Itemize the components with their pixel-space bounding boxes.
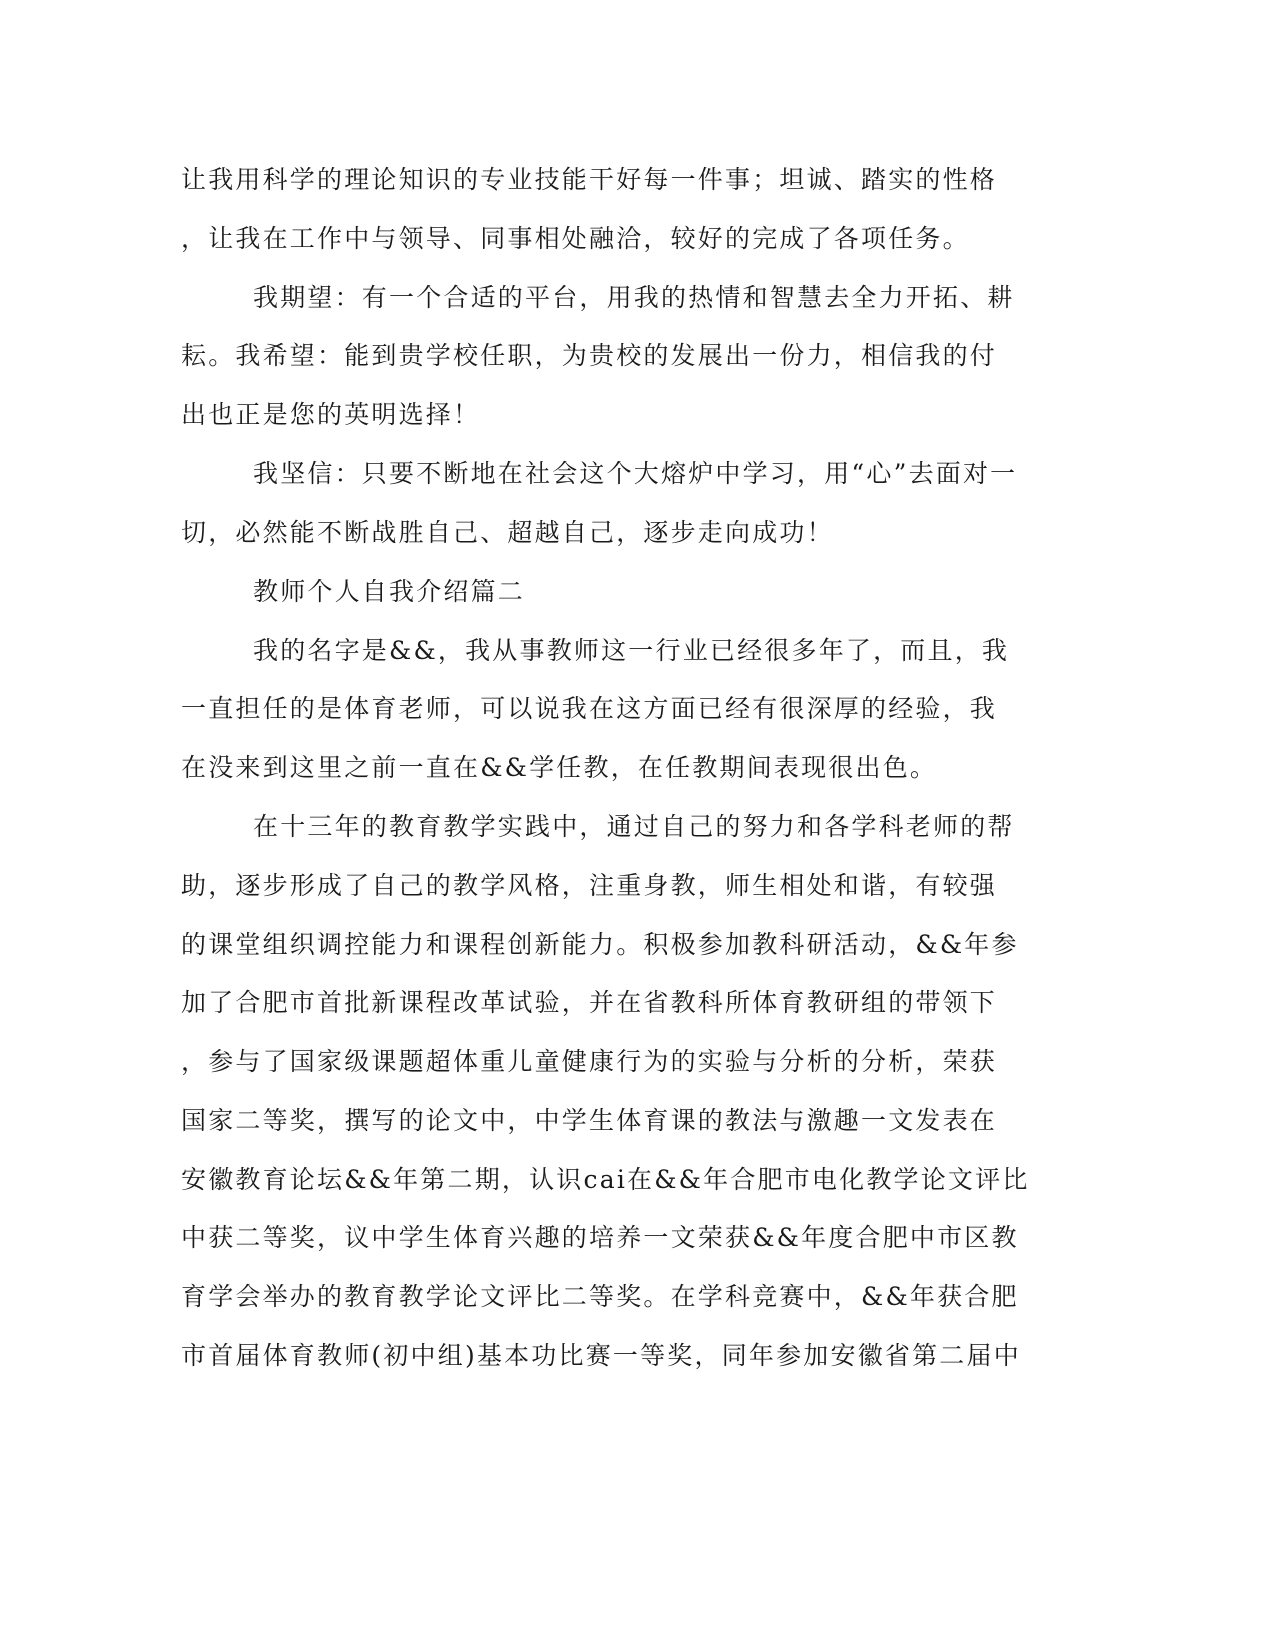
text-line: 切，必然能不断战胜自己、超越自己，逐步走向成功！ [181,518,834,547]
text-line: 助，逐步形成了自己的教学风格，注重身教，师生相处和谐，有较强 [181,871,998,900]
section-heading: 教师个人自我介绍篇二 [253,577,526,606]
text-line: 我的名字是&&，我从事教师这一行业已经很多年了，而且，我 [253,636,1010,665]
text-line: 在没来到这里之前一直在&&学任教，在任教期间表现很出色。 [181,753,938,782]
text-line: 安徽教育论坛&&年第二期，认识cai在&&年合肥市电化教学论文评比 [181,1165,1030,1194]
text-line: 我坚信：只要不断地在社会这个大熔炉中学习，用“心”去面对一 [253,459,1018,488]
text-line: 中获二等奖，议中学生体育兴趣的培养一文荣获&&年度合肥中市区教 [181,1223,1019,1252]
text-line: 育学会举办的教育教学论文评比二等奖。在学科竞赛中，&&年获合肥 [181,1282,1019,1311]
text-line: 加了合肥市首批新课程改革试验，并在省教科所体育教研组的带领下 [181,988,998,1017]
text-line: 国家二等奖，撰写的论文中，中学生体育课的教法与激趣一文发表在 [181,1106,998,1135]
text-line: ，让我在工作中与领导、同事相处融洽，较好的完成了各项任务。 [181,224,970,253]
text-line: 在十三年的教育教学实践中，通过自己的努力和各学科老师的帮 [253,812,1015,841]
text-line: 一直担任的是体育老师，可以说我在这方面已经有很深厚的经验，我 [181,694,998,723]
text-line: 我期望：有一个合适的平台，用我的热情和智慧去全力开拓、耕 [253,283,1015,312]
text-line: 出也正是您的英明选择！ [181,400,481,429]
text-line: ，参与了国家级课题超体重儿童健康行为的实验与分析的分析，荣获 [181,1047,998,1076]
text-line: 的课堂组织调控能力和课程创新能力。积极参加教科研活动，&&年参 [181,930,1019,959]
text-line: 耘。我希望：能到贵学校任职，为贵校的发展出一份力，相信我的付 [181,341,998,370]
text-line: 让我用科学的理论知识的专业技能干好每一件事；坦诚、踏实的性格 [181,165,998,194]
text-line: 市首届体育教师(初中组)基本功比赛一等奖，同年参加安徽省第二届中 [181,1341,1021,1370]
